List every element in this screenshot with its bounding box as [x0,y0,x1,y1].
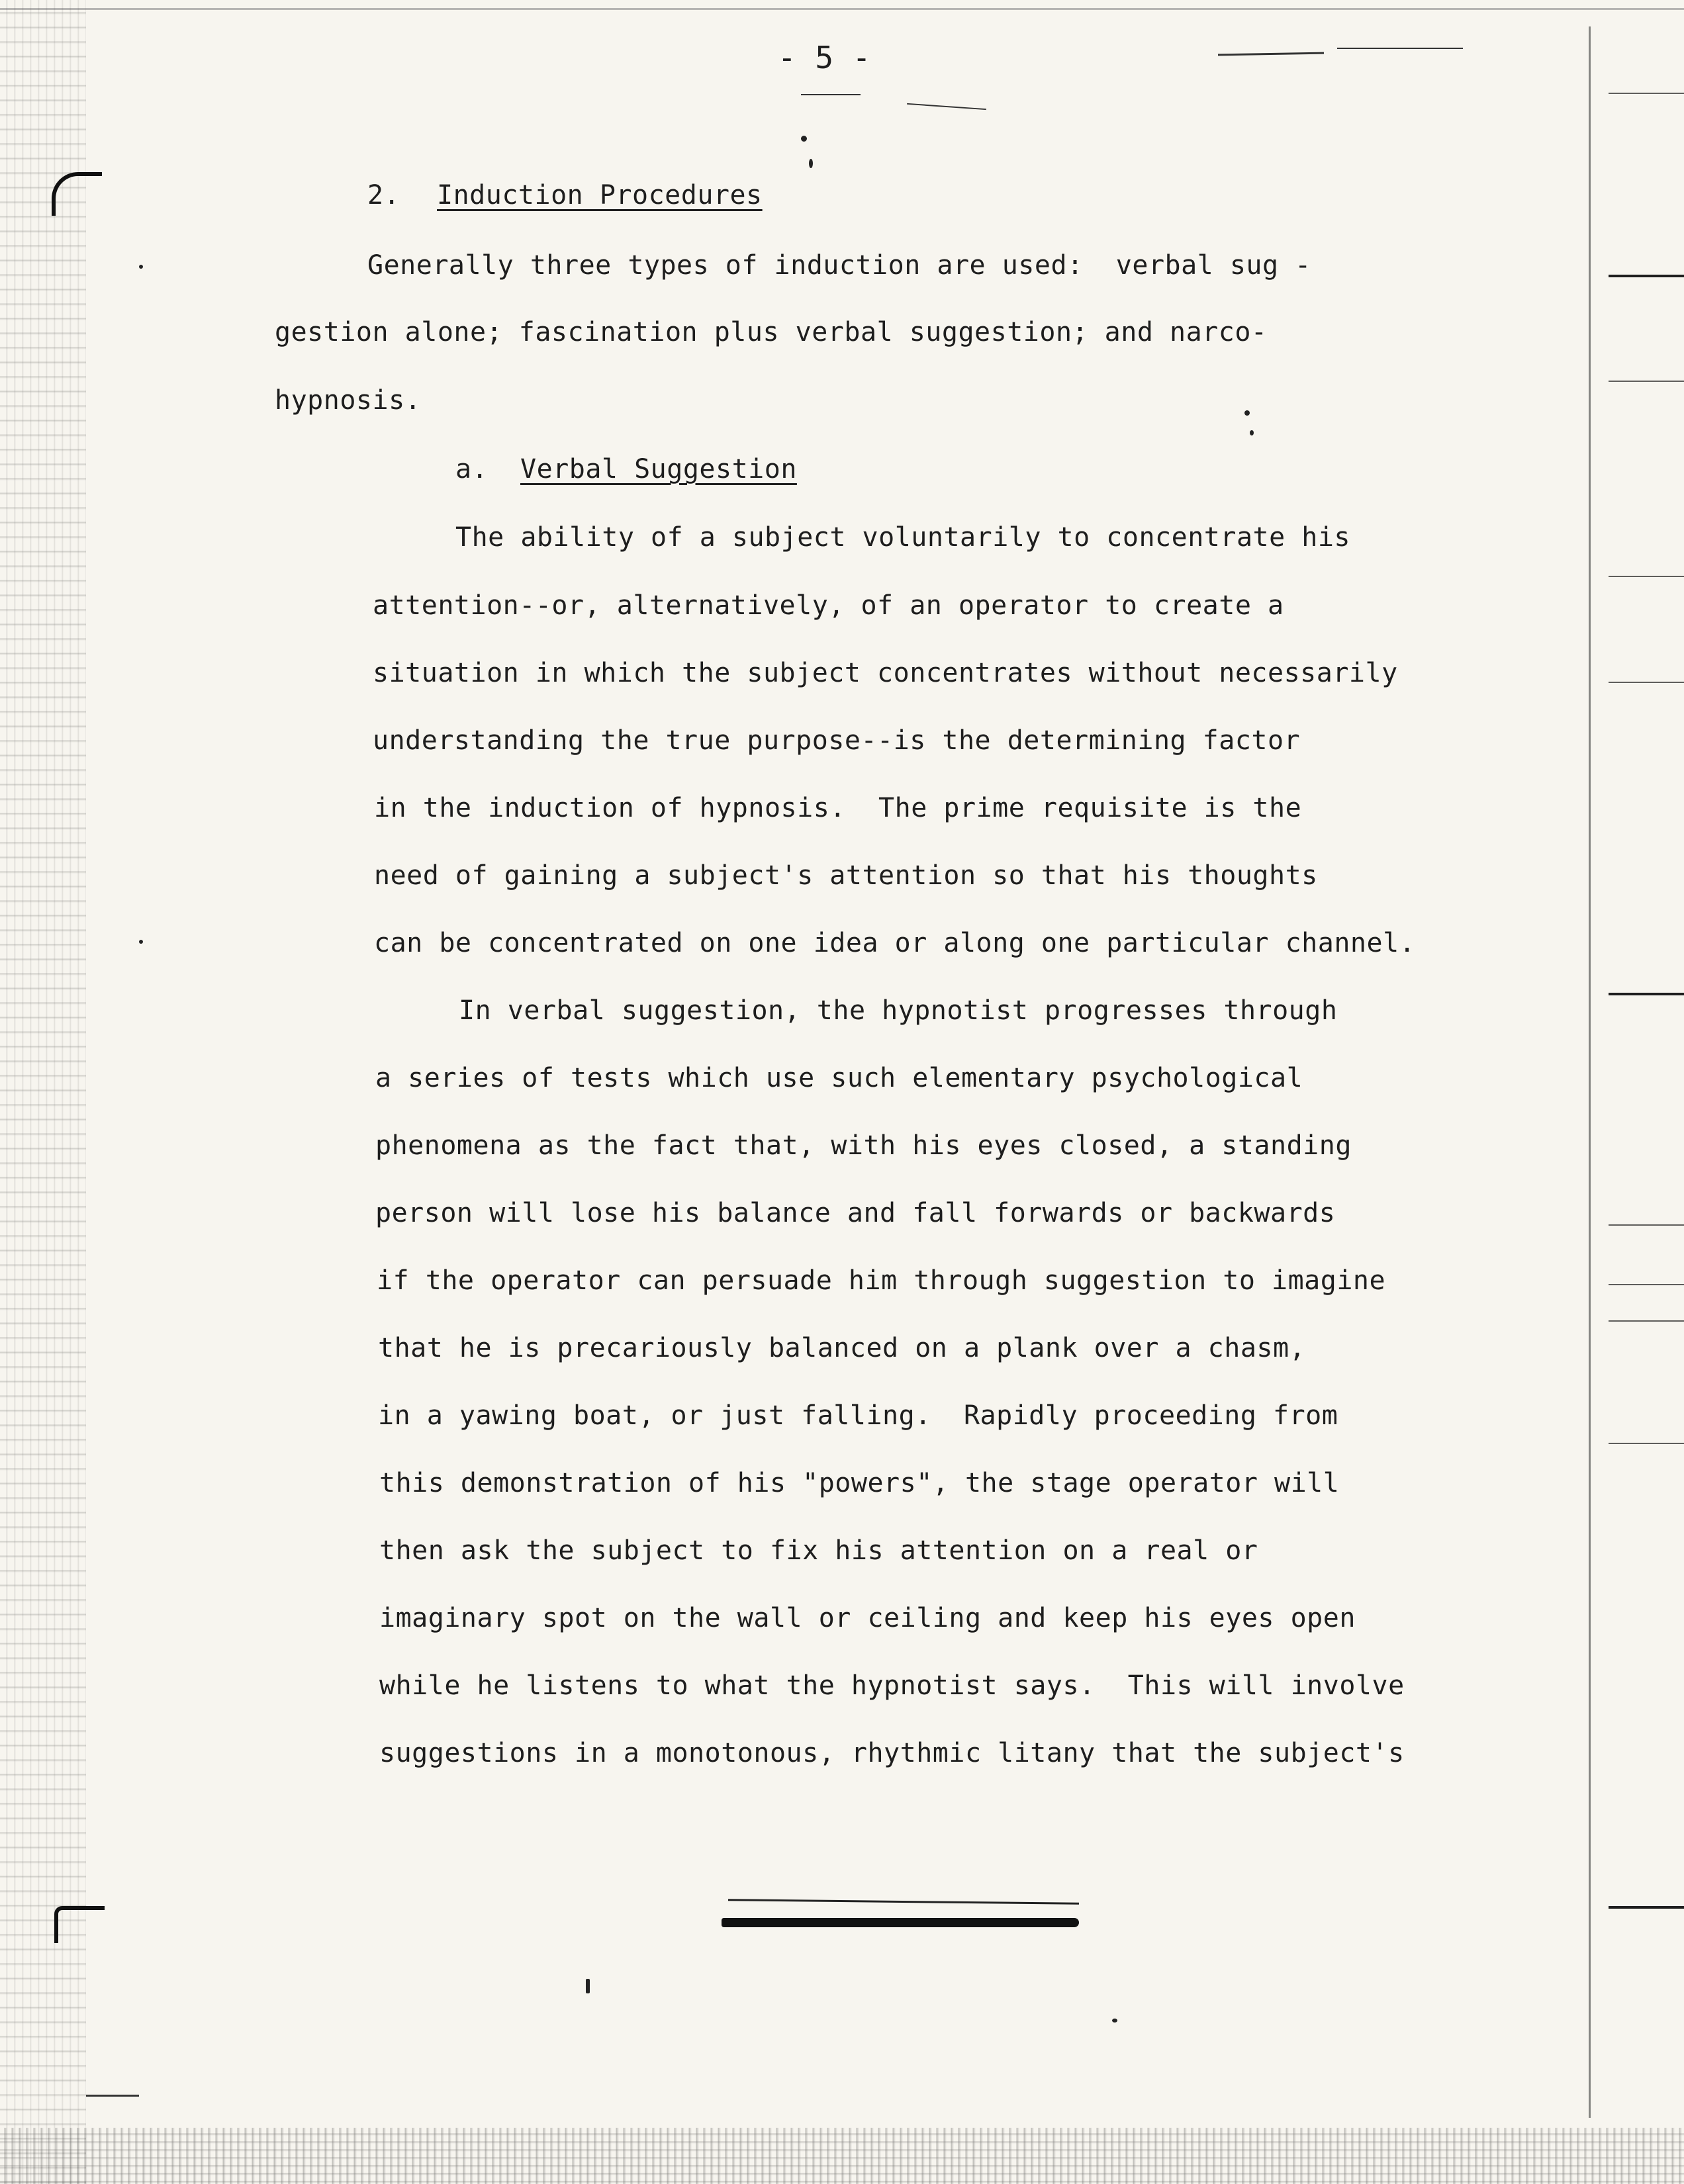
body-line: in the induction of hypnosis. The prime requisite is the [374,793,1302,823]
scan-speck [139,940,143,944]
scan-right-mark [1609,682,1684,683]
body-line: while he listens to what the hypnotist says. This will involve [379,1670,1405,1701]
body-line: then ask the subject to fix his attention on a real or [379,1535,1258,1566]
scan-corner-mark [54,1906,105,1943]
body-line: that he is precariously balanced on a plank over a chasm, [378,1333,1306,1363]
body-line: in a yawing boat, or just falling. Rapidly proceeding from [378,1400,1338,1431]
scan-right-mark [1609,1320,1684,1322]
body-line: suggestions in a monotonous, rhythmic litany that the subject's [379,1738,1405,1768]
scan-right-mark [1609,1443,1684,1444]
body-line: hypnosis. [275,385,422,416]
body-line: situation in which the subject concentrates without necessarily [373,658,1398,688]
scan-speck [139,265,143,269]
scan-right-border-line [1589,26,1591,2118]
body-line: attention--or, alternatively, of an operator to create a [373,590,1284,621]
body-line: understanding the true purpose--is the determining factor [373,725,1301,756]
scan-speck [1250,430,1254,435]
scan-speck [1244,410,1250,416]
scan-right-mark [1609,576,1684,577]
body-line: The ability of a subject voluntarily to concentrate his [455,522,1351,553]
body-line: Generally three types of induction are used: verbal sug - [367,250,1311,281]
subsection-letter: a. [455,454,489,484]
scan-right-mark [1609,381,1684,382]
body-line: if the operator can persuade him through suggestion to imagine [377,1265,1386,1296]
body-line: person will lose his balance and fall forwards or backwards [375,1198,1336,1228]
scan-mark [1218,52,1324,56]
scan-right-mark [1609,1284,1684,1285]
scan-mark [907,103,986,110]
body-line: In verbal suggestion, the hypnotist progresses through [459,995,1338,1026]
scan-mark [1337,48,1463,49]
page-number: - 5 - [778,40,871,75]
scan-mark [722,1918,1079,1927]
body-line: gestion alone; fascination plus verbal suggestion; and narco- [275,317,1268,347]
scan-top-edge [0,8,1684,10]
scan-right-mark [1609,1906,1684,1909]
scan-right-mark [1609,1224,1684,1226]
section-number: 2. [367,180,400,210]
body-line: can be concentrated on one idea or along one particular channel. [374,928,1416,958]
scan-bottom-edge-noise [0,2128,1684,2184]
scan-left-edge-noise [0,0,86,2184]
section-heading: Induction Procedures [437,180,763,210]
scan-right-mark [1609,275,1684,277]
scan-speck [809,159,813,168]
body-line: this demonstration of his "powers", the stage operator will [379,1468,1340,1498]
body-line: a series of tests which use such elementary psychological [375,1063,1303,1093]
scan-right-mark [1609,93,1684,94]
scan-speck [1112,2019,1117,2023]
scan-mark [801,94,861,95]
scan-mark [86,2095,139,2097]
scan-right-mark [1609,993,1684,995]
scan-speck [801,136,807,142]
body-line: need of gaining a subject's attention so that his thoughts [374,860,1318,891]
body-line: phenomena as the fact that, with his eyes closed, a standing [375,1130,1352,1161]
body-line: imaginary spot on the wall or ceiling and keep his eyes open [379,1603,1356,1633]
scan-speck [586,1979,590,1993]
scan-mark [728,1899,1079,1905]
subsection-heading: Verbal Suggestion [520,454,797,484]
